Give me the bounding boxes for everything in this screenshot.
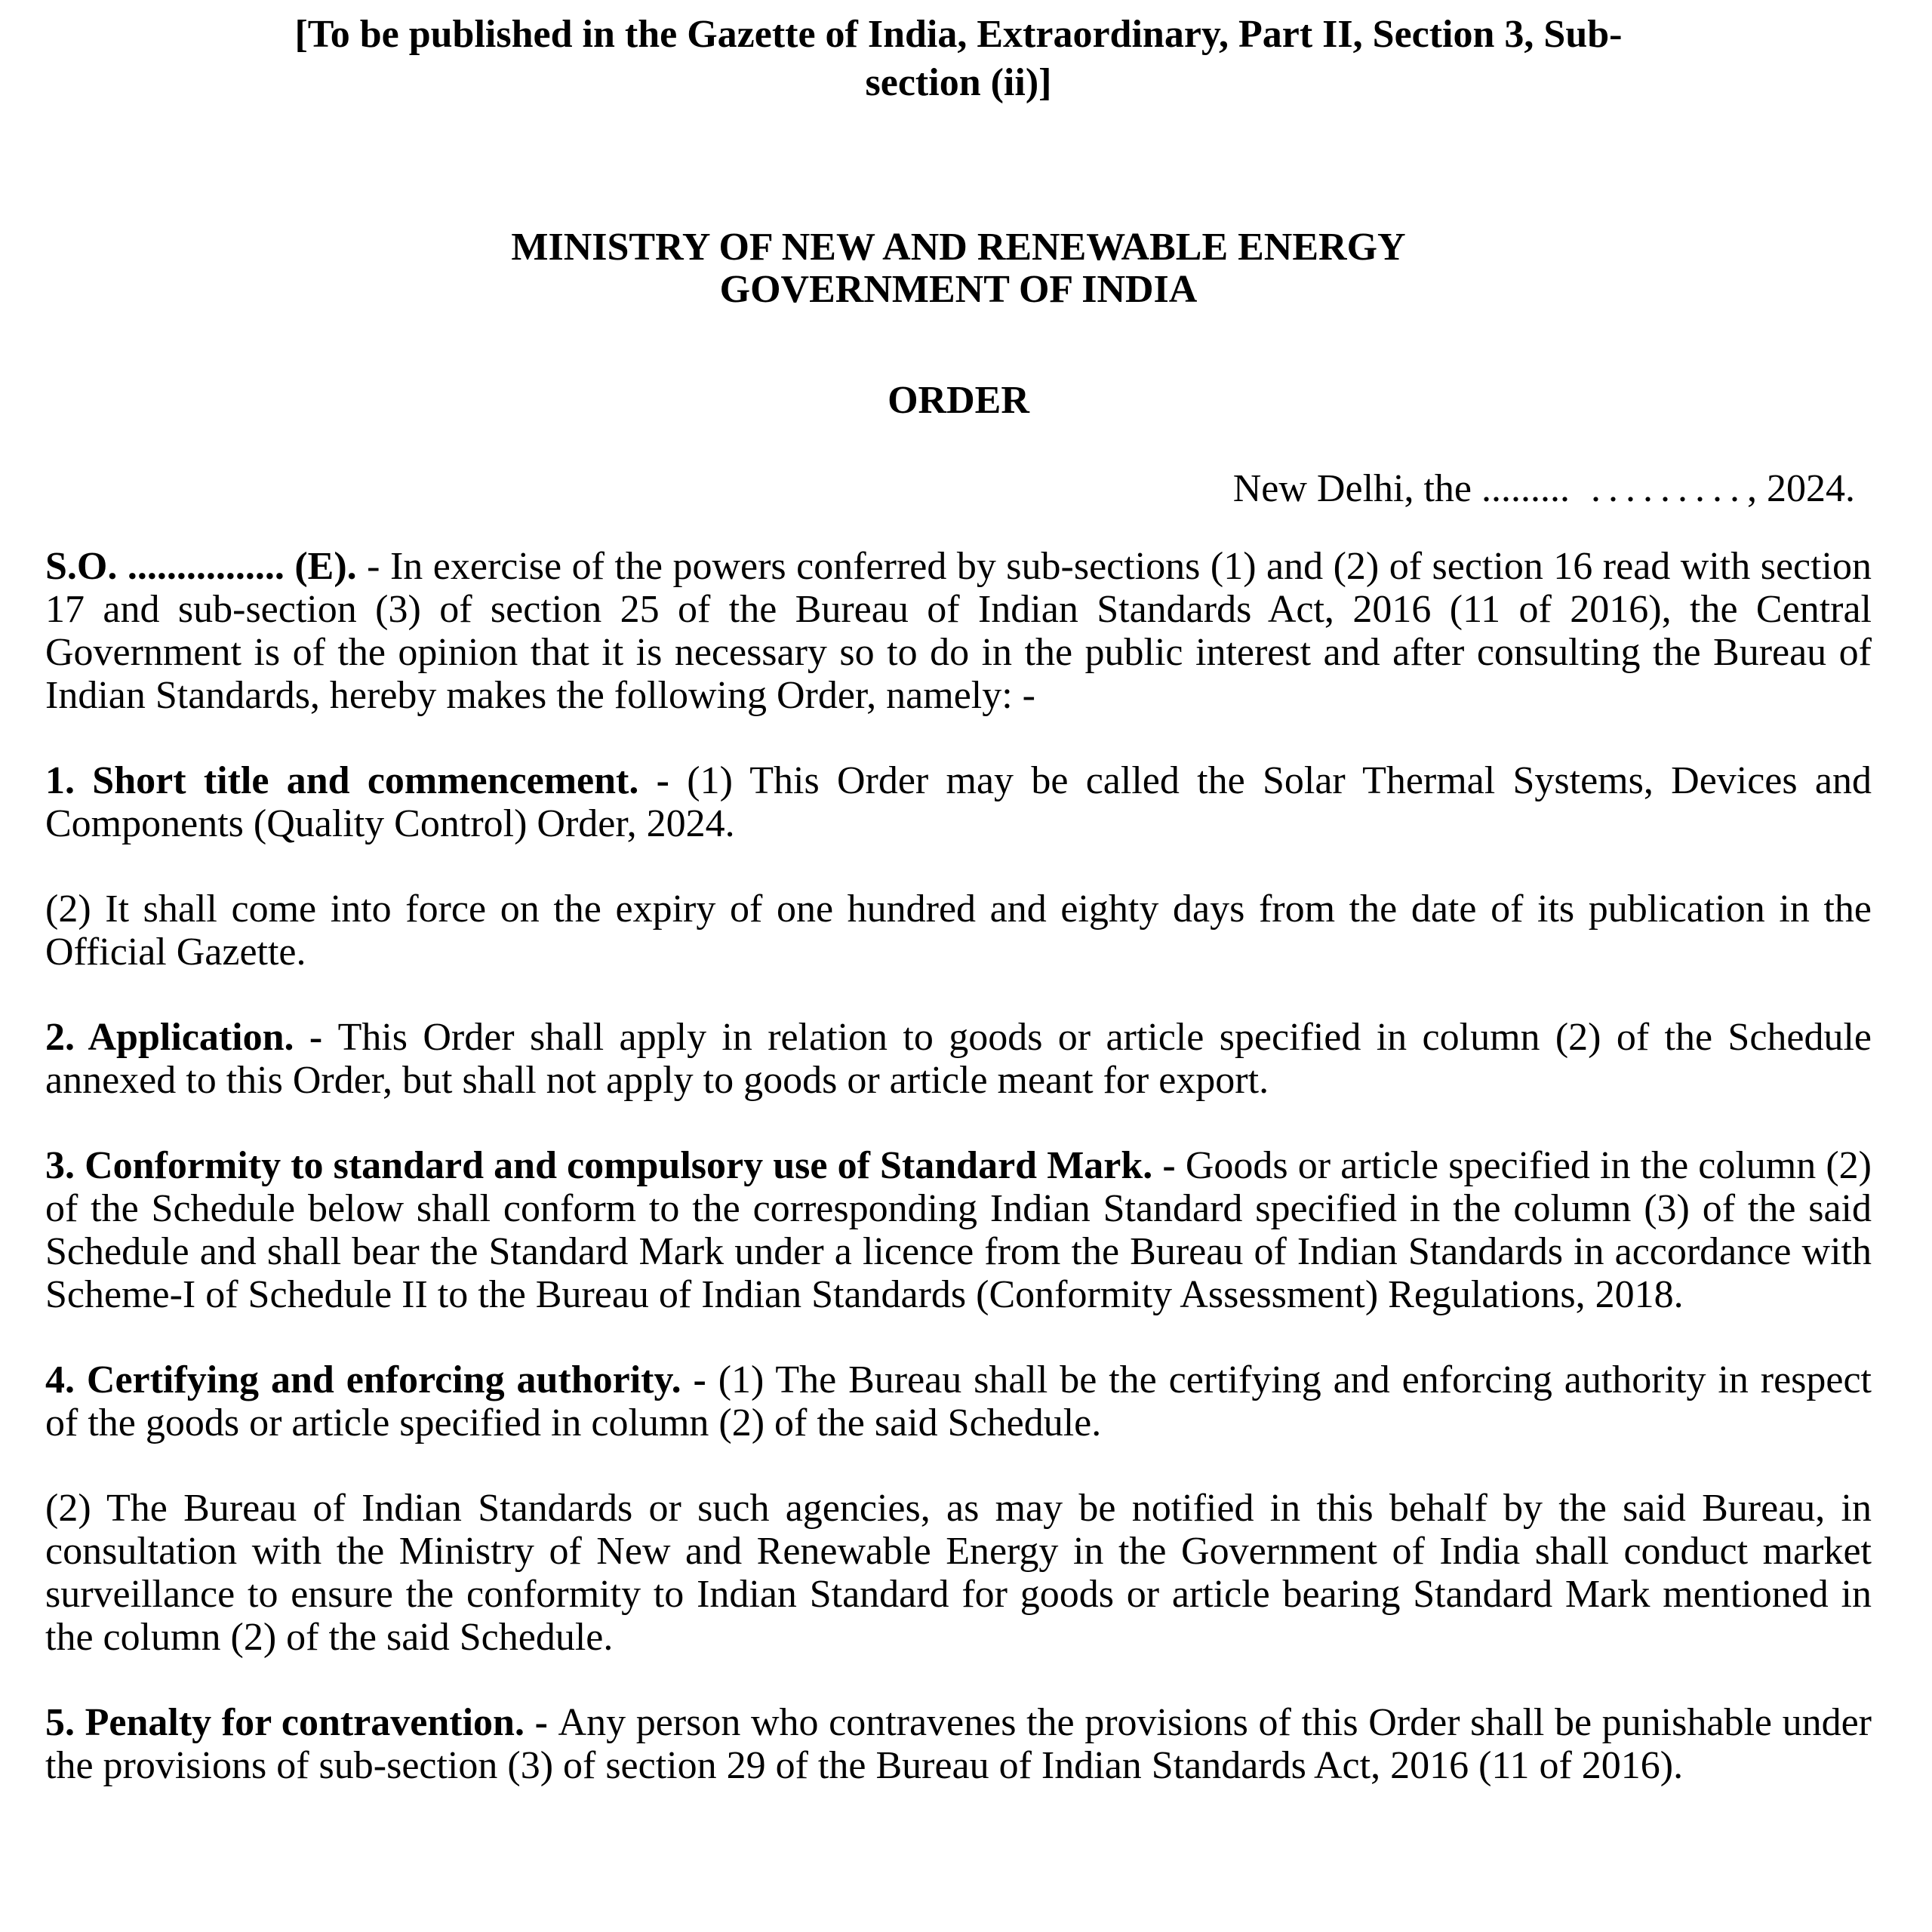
paragraph [45, 1487, 1872, 1659]
paragraph-lead: 2. Application. - [45, 1016, 338, 1059]
paragraph-text: Goods or article specified in the column (2) of the Schedule below shall conform to the corresponding Indian Standard specified in the column (3) of the said Schedule and shall bear the Standard Mark under a licence from the Bureau of Indian Standards in accordance with Scheme-I of Schedule II to the Bureau of Indian Standards (Conformity Assessment) Regulations, 2018. [45, 1144, 1872, 1316]
paragraph [45, 759, 1872, 845]
paragraph-text: (1) The Bureau shall be the certifying and enforcing authority in respect of the goods or article specified in column (2) of the said Schedule. [45, 1358, 1872, 1444]
paragraph [45, 1016, 1872, 1102]
paragraph [45, 1701, 1872, 1787]
government-title: GOVERNMENT OF INDIA [719, 268, 1198, 311]
dateline-year: , 2024. [1747, 467, 1855, 510]
issuing-authority-block [45, 226, 1872, 311]
gazette-publication-note-line1: [To be published in the Gazette of India, Extraordinary, Part II, Section 3, Sub- [294, 13, 1623, 56]
dateline-blank-day: ......... [1481, 467, 1570, 510]
paragraph-text: Any person who contravenes the provisions of this Order shall be punishable under the provisions of sub-section (3) of section 29 of the Bureau of Indian Standards Act, 2016 (11 of 2016). [45, 1701, 1872, 1787]
paragraph-lead: 3. Conformity to standard and compulsory use of Standard Mark. - [45, 1144, 1186, 1187]
dateline-blank-month: ......... [1591, 467, 1747, 510]
order-title: ORDER [888, 379, 1029, 422]
paragraph-lead: S.O. ................ (E). [45, 545, 357, 588]
dateline-place: New Delhi, the [1232, 467, 1481, 510]
paragraph-lead: 1. Short title and commencement. - [45, 759, 688, 802]
paragraph [45, 545, 1872, 717]
paragraph-text: (2) The Bureau of Indian Standards or such agencies, as may be notified in this behalf by the said Bureau, in consultation with the Ministry of New and Renewable Energy in the Government of India shall conduct market surveillance to ensure the conformity to Indian Standard for goods or article bearing Standard Mark mentioned in the column (2) of the said Schedule. [45, 1487, 1872, 1659]
paragraph-text: - In exercise of the powers conferred by sub-sections (1) and (2) of section 16 read with section 17 and sub-section (3) of section 25 of the Bureau of Indian Standards Act, 2016 (11 of 2016), the Central Government is of the opinion that it is necessary so to do in the public interest and after consulting the Bureau of Indian Standards, hereby makes the following Order, namely: - [45, 545, 1872, 717]
paragraph [45, 888, 1872, 974]
paragraph-lead: 4. Certifying and enforcing authority. - [45, 1358, 718, 1401]
dateline [45, 467, 1872, 510]
gazette-publication-note [45, 11, 1872, 107]
gazette-publication-note-line2: section (ii)] [865, 61, 1052, 104]
paragraph-text: (1) This Order may be called the Solar Thermal Systems, Devices and Components (Quality Control) Order, 2024. [45, 759, 1872, 845]
paragraph-text: This Order shall apply in relation to goods or article specified in column (2) of the Schedule annexed to this Order, but shall not apply to goods or article meant for export. [45, 1016, 1872, 1102]
ministry-title: MINISTRY OF NEW AND RENEWABLE ENERGY [511, 226, 1406, 269]
paragraph-text: (2) It shall come into force on the expiry of one hundred and eighty days from the date of its publication in the Official Gazette. [45, 888, 1872, 974]
paragraph [45, 1144, 1872, 1316]
order-body [45, 545, 1872, 1787]
paragraph-lead: 5. Penalty for contravention. - [45, 1701, 558, 1744]
paragraph [45, 1358, 1872, 1444]
